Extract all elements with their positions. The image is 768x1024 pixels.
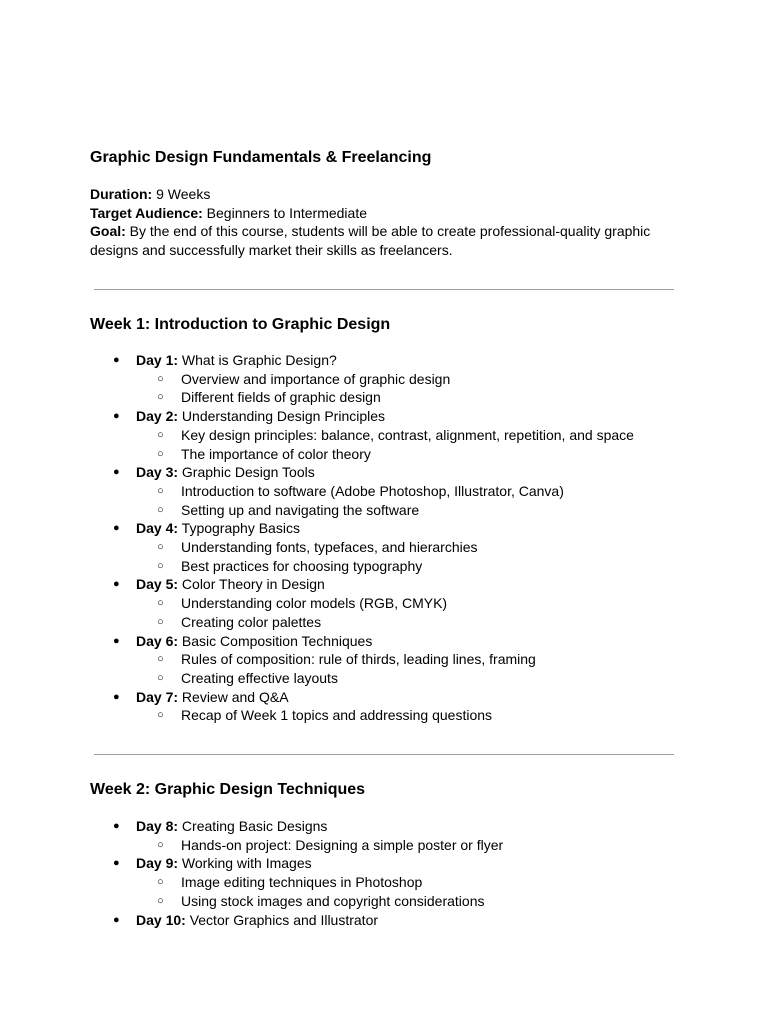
subtopic-text: Overview and importance of graphic design	[181, 370, 451, 387]
day-label: Day 8:	[136, 818, 179, 834]
day-label: Day 6:	[136, 632, 179, 649]
subtopic-text: Best practices for choosing typography	[181, 557, 423, 574]
filled-bullet-icon: ●	[113, 913, 120, 926]
subtopic-item	[136, 594, 768, 613]
horizontal-divider	[94, 754, 674, 755]
day-topic: Understanding Design Principles	[178, 408, 386, 425]
horizontal-divider	[94, 289, 674, 290]
subtopic-text: Creating effective layouts	[181, 669, 338, 686]
hollow-bullet-icon: ○	[157, 838, 164, 851]
day-label: Day 1:	[136, 352, 179, 368]
day-label: Day 3:	[136, 464, 179, 481]
day-item	[0, 688, 768, 725]
day-item	[0, 817, 768, 854]
day-item	[0, 407, 768, 463]
filled-bullet-icon: ●	[113, 690, 120, 703]
subtopic-item	[136, 426, 768, 445]
subtopic-item	[136, 873, 768, 892]
subtopic-text: Understanding fonts, typefaces, and hierarchies	[181, 539, 478, 556]
day-subtopic-list	[136, 650, 768, 687]
duration-line	[90, 185, 670, 204]
goal-value: By the end of this course, students will be able to create professional-quality graphic designs and successfully market their skills as freelancers.	[90, 223, 651, 259]
subtopic-text: Setting up and navigating the software	[181, 501, 420, 518]
course-meta	[90, 185, 670, 260]
hollow-bullet-icon: ○	[157, 615, 164, 628]
day-subtopic-list	[136, 594, 768, 631]
subtopic-item	[136, 482, 768, 501]
hollow-bullet-icon: ○	[157, 559, 164, 572]
audience-label: Target Audience:	[90, 204, 203, 221]
day-item	[0, 911, 768, 930]
subtopic-item	[136, 538, 768, 557]
week-1-title: Week 1: Introduction to Graphic Design	[90, 316, 391, 333]
subtopic-text: Creating color palettes	[181, 613, 322, 630]
filled-bullet-icon: ●	[113, 354, 120, 366]
day-item	[0, 632, 768, 688]
day-label: Day 9:	[136, 855, 179, 872]
filled-bullet-icon: ●	[113, 466, 120, 479]
subtopic-item	[136, 388, 768, 407]
hollow-bullet-icon: ○	[157, 391, 164, 404]
subtopic-item	[136, 836, 768, 855]
day-item	[0, 575, 768, 631]
day-item	[0, 351, 768, 407]
subtopic-item	[136, 445, 768, 464]
day-subtopic-list	[136, 482, 768, 519]
subtopic-text: Introduction to software (Adobe Photoshop, Illustrator, Canva)	[181, 482, 564, 499]
week-2-day-list	[0, 817, 768, 929]
day-topic: What is Graphic Design?	[178, 352, 337, 368]
subtopic-text: Understanding color models (RGB, CMYK)	[181, 595, 448, 612]
hollow-bullet-icon: ○	[157, 597, 164, 610]
day-subtopic-list	[136, 538, 768, 575]
subtopic-text: Recap of Week 1 topics and addressing questions	[181, 707, 493, 724]
subtopic-item	[136, 557, 768, 576]
day-topic: Typography Basics	[178, 520, 300, 537]
hollow-bullet-icon: ○	[157, 541, 164, 554]
hollow-bullet-icon: ○	[157, 671, 164, 684]
week-2-title: Week 2: Graphic Design Techniques	[90, 781, 366, 798]
day-subtopic-list	[136, 370, 768, 407]
subtopic-text: Hands-on project: Designing a simple poster or flyer	[181, 836, 504, 853]
subtopic-item	[136, 892, 768, 911]
day-subtopic-list	[136, 873, 768, 910]
subtopic-text: The importance of color theory	[181, 445, 371, 462]
day-topic: Working with Images	[178, 855, 312, 872]
filled-bullet-icon: ●	[113, 634, 120, 647]
day-topic: Graphic Design Tools	[178, 464, 315, 481]
subtopic-text: Using stock images and copyright considerations	[181, 892, 485, 909]
subtopic-item	[136, 650, 768, 669]
hollow-bullet-icon: ○	[157, 653, 164, 666]
goal-line	[90, 222, 670, 259]
subtopic-item	[136, 613, 768, 632]
filled-bullet-icon: ●	[113, 522, 120, 535]
document-title: Graphic Design Fundamentals & Freelancing	[90, 149, 432, 166]
day-topic: Color Theory in Design	[178, 576, 325, 593]
goal-label: Goal:	[90, 223, 126, 240]
subtopic-text: Key design principles: balance, contrast, alignment, repetition, and space	[181, 426, 634, 443]
audience-value: Beginners to Intermediate	[202, 204, 368, 221]
filled-bullet-icon: ●	[113, 820, 120, 832]
day-label: Day 10:	[136, 911, 186, 928]
subtopic-text: Different fields of graphic design	[181, 389, 381, 406]
day-label: Day 2:	[136, 408, 179, 425]
day-topic: Basic Composition Techniques	[178, 632, 373, 649]
hollow-bullet-icon: ○	[157, 372, 164, 385]
subtopic-text: Image editing techniques in Photoshop	[181, 874, 423, 891]
day-label: Day 4:	[136, 520, 179, 537]
hollow-bullet-icon: ○	[157, 876, 164, 889]
subtopic-item	[136, 370, 768, 389]
subtopic-item	[136, 501, 768, 520]
audience-line	[90, 204, 670, 223]
duration-value: 9 Weeks	[152, 186, 211, 202]
day-label: Day 7:	[136, 688, 179, 705]
day-topic: Review and Q&A	[178, 688, 289, 705]
filled-bullet-icon: ●	[113, 857, 120, 870]
day-subtopic-list	[136, 836, 768, 855]
day-subtopic-list	[136, 706, 768, 725]
hollow-bullet-icon: ○	[157, 484, 164, 497]
duration-label: Duration:	[90, 186, 153, 202]
day-item	[0, 463, 768, 519]
hollow-bullet-icon: ○	[157, 894, 164, 907]
subtopic-item	[136, 669, 768, 688]
filled-bullet-icon: ●	[113, 410, 120, 423]
subtopic-text: Rules of composition: rule of thirds, leading lines, framing	[181, 651, 536, 668]
day-item	[0, 519, 768, 575]
day-label: Day 5:	[136, 576, 179, 593]
hollow-bullet-icon: ○	[157, 709, 164, 722]
day-item	[0, 854, 768, 910]
day-topic: Creating Basic Designs	[178, 818, 328, 834]
hollow-bullet-icon: ○	[157, 447, 164, 460]
subtopic-item	[136, 706, 768, 725]
hollow-bullet-icon: ○	[157, 503, 164, 516]
filled-bullet-icon: ●	[113, 578, 120, 591]
day-topic: Vector Graphics and Illustrator	[185, 911, 379, 928]
week-1-day-list	[0, 351, 768, 725]
hollow-bullet-icon: ○	[157, 428, 164, 441]
day-subtopic-list	[136, 426, 768, 463]
